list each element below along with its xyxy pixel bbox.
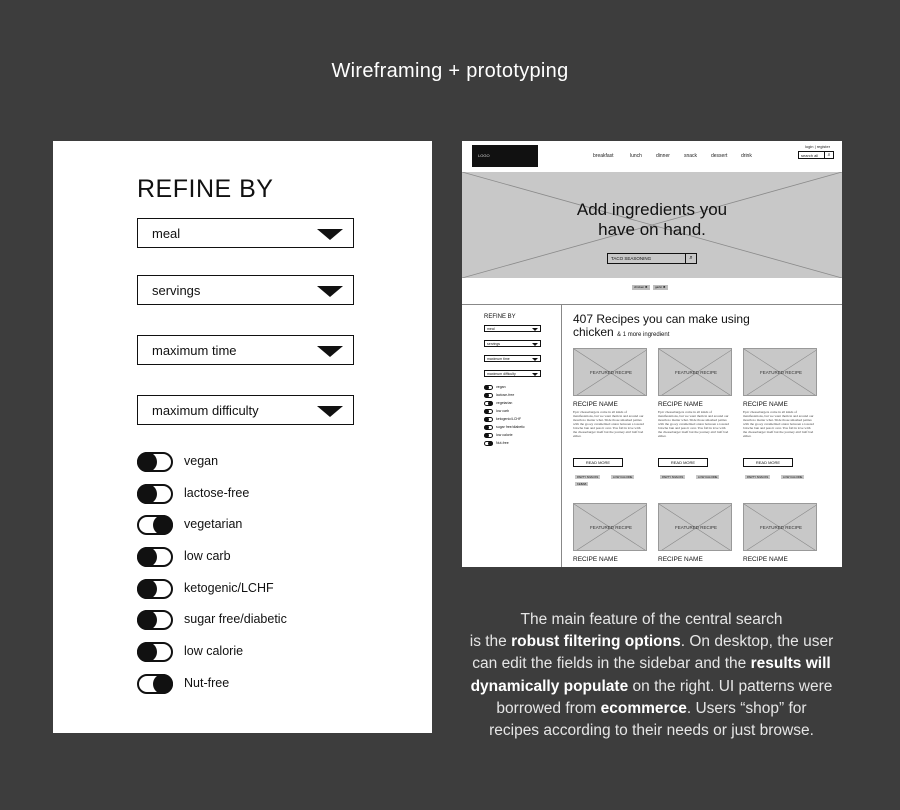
dropdown-label: servings bbox=[487, 342, 501, 346]
toggle-label: Nut-free bbox=[496, 441, 509, 445]
sidebar-difficulty-dropdown[interactable] bbox=[484, 370, 541, 377]
dropdown-label: maximum difficulty bbox=[152, 403, 259, 418]
recipe-tag[interactable]: LOW CALORIE bbox=[613, 475, 633, 479]
toggle-label: vegan bbox=[496, 385, 506, 389]
hero-search-input[interactable] bbox=[607, 253, 697, 264]
hero-title-line-2: have on hand. bbox=[598, 220, 706, 239]
recipe-image-placeholder bbox=[573, 348, 647, 396]
read-more-button[interactable]: READ MORE bbox=[573, 458, 623, 467]
dropdown-label: maximum time bbox=[487, 357, 510, 361]
divider bbox=[462, 304, 842, 305]
caret-down-icon bbox=[317, 346, 343, 357]
refine-title: REFINE BY bbox=[137, 175, 274, 203]
sidebar-servings-dropdown[interactable] bbox=[484, 340, 541, 347]
meal-dropdown[interactable] bbox=[137, 218, 354, 248]
recipe-image-placeholder bbox=[658, 503, 732, 551]
dropdown-label: servings bbox=[152, 283, 201, 298]
toggle-label: Nut-free bbox=[184, 676, 230, 690]
emphasis: dynamically populate bbox=[470, 677, 629, 695]
recipe-card[interactable] bbox=[573, 503, 647, 567]
nav-search-placeholder: search all bbox=[801, 153, 819, 158]
recipe-tag[interactable]: LOW CALORIE bbox=[783, 475, 803, 479]
recipe-image-placeholder bbox=[743, 348, 817, 396]
read-more-button[interactable]: READ MORE bbox=[658, 458, 708, 467]
recipe-tag[interactable]: LOW CALORIE bbox=[698, 475, 718, 479]
search-icon[interactable]: ⌕ bbox=[685, 254, 696, 263]
caret-down-icon bbox=[532, 358, 538, 361]
hero-title bbox=[462, 200, 842, 240]
recipe-name: RECIPE NAME bbox=[573, 556, 618, 563]
nav-breakfast[interactable]: breakfast bbox=[593, 153, 614, 159]
recipe-card[interactable] bbox=[658, 503, 732, 567]
toggle-label: lactose-free bbox=[496, 393, 515, 397]
toggle-switch[interactable] bbox=[137, 642, 173, 662]
toggle-label: sugar free/diabetic bbox=[496, 425, 525, 429]
recipe-image-placeholder bbox=[658, 348, 732, 396]
toggle-label: vegan bbox=[184, 454, 219, 468]
text-line: on the right. UI patterns were bbox=[628, 677, 833, 695]
image-label: FEATURED RECIPE bbox=[590, 370, 632, 375]
nav-dessert[interactable]: dessert bbox=[711, 153, 728, 159]
results-title-line-2: chicken bbox=[573, 325, 614, 339]
image-label: FEATURED RECIPE bbox=[675, 370, 717, 375]
servings-dropdown[interactable] bbox=[137, 275, 354, 305]
nav-snack[interactable]: snack bbox=[684, 153, 698, 159]
recipe-image-placeholder bbox=[743, 503, 817, 551]
recipe-name: RECIPE NAME bbox=[658, 556, 703, 563]
ingredient-chip[interactable]: chicken ✖ bbox=[634, 285, 648, 289]
page-heading: Wireframing + prototyping bbox=[331, 60, 569, 82]
toggle-label: lactose-free bbox=[184, 486, 250, 500]
toggle-label: vegetarian bbox=[496, 401, 513, 405]
nav-lunch[interactable]: lunch bbox=[630, 153, 642, 159]
toggle-switch[interactable] bbox=[137, 452, 173, 472]
recipe-tag[interactable]: PARTY SNACKS bbox=[747, 475, 769, 479]
nav-search-input[interactable] bbox=[798, 151, 834, 159]
hero-title-line-1: Add ingredients you bbox=[576, 200, 728, 219]
emphasis: robust filtering options bbox=[511, 633, 681, 651]
recipe-card[interactable] bbox=[743, 503, 817, 567]
search-icon[interactable]: ⌕ bbox=[824, 152, 833, 158]
emphasis: results will bbox=[750, 655, 831, 673]
toggle-switch[interactable] bbox=[137, 515, 173, 535]
toggle-label: low carb bbox=[496, 409, 510, 413]
recipe-image-placeholder bbox=[573, 503, 647, 551]
text-line: can edit the fields in the sidebar and the bbox=[472, 655, 751, 673]
recipe-tag[interactable]: PARTY SNACKS bbox=[662, 475, 684, 479]
dropdown-label: meal bbox=[487, 327, 495, 331]
maximum-time-dropdown[interactable] bbox=[137, 335, 354, 365]
login-register-link[interactable]: login | register bbox=[805, 144, 831, 149]
toggle-switch[interactable] bbox=[137, 610, 173, 630]
toggle-label: vegetarian bbox=[184, 517, 243, 531]
recipe-tag[interactable]: KEBAB bbox=[577, 482, 587, 486]
recipe-card[interactable] bbox=[658, 348, 732, 488]
toggle-switch[interactable] bbox=[137, 547, 173, 567]
caret-down-icon bbox=[532, 343, 538, 346]
refine-wireframe-card bbox=[53, 141, 432, 733]
image-label: FEATURED RECIPE bbox=[760, 525, 802, 530]
text-line: borrowed from bbox=[496, 699, 601, 717]
results-title-line-1: 407 Recipes you can make using bbox=[573, 312, 750, 326]
image-label: FEATURED RECIPE bbox=[590, 525, 632, 530]
hero-search-value: TACO SEASONING bbox=[611, 256, 652, 261]
description-text bbox=[455, 609, 848, 742]
recipe-name: RECIPE NAME bbox=[743, 401, 788, 408]
nav-drink[interactable]: drink bbox=[741, 153, 752, 159]
emphasis: ecommerce bbox=[600, 699, 687, 717]
maximum-difficulty-dropdown[interactable] bbox=[137, 395, 354, 425]
recipe-name: RECIPE NAME bbox=[573, 401, 618, 408]
caret-down-icon bbox=[532, 328, 538, 331]
toggle-switch[interactable] bbox=[137, 674, 173, 694]
ingredient-chips bbox=[462, 285, 842, 291]
logo-text: LOGO bbox=[478, 153, 490, 158]
image-label: FEATURED RECIPE bbox=[675, 525, 717, 530]
text-line: is the bbox=[469, 633, 512, 651]
recipe-tag[interactable]: PARTY SNACKS bbox=[577, 475, 599, 479]
divider bbox=[561, 304, 562, 567]
toggle-label: low calorie bbox=[496, 433, 513, 437]
recipe-name: RECIPE NAME bbox=[743, 556, 788, 563]
read-more-button[interactable]: READ MORE bbox=[743, 458, 793, 467]
sidebar-title: REFINE BY bbox=[484, 314, 516, 320]
toggle-switch[interactable] bbox=[137, 484, 173, 504]
text-line: . Users “shop” for bbox=[686, 699, 807, 717]
logo-placeholder[interactable] bbox=[472, 145, 538, 167]
sidebar-meal-dropdown[interactable] bbox=[484, 325, 541, 332]
results-heading bbox=[573, 313, 813, 342]
toggle-label: ketogenic/LCHF bbox=[184, 581, 274, 595]
dropdown-label: maximum time bbox=[152, 343, 237, 358]
sidebar-time-dropdown[interactable] bbox=[484, 355, 541, 362]
toggle-label: low calorie bbox=[184, 644, 244, 658]
text-line: . On desktop, the user bbox=[680, 633, 834, 651]
caret-down-icon bbox=[317, 286, 343, 297]
toggle-switch[interactable] bbox=[137, 579, 173, 599]
toggle-label: ketogenic/LCHF bbox=[496, 417, 522, 421]
recipe-description: Epic cheeseburgers come in all kinds of manifestations, but we want them in and around our mouth no matter what. Slide those smashed patties with the gooey caramelized onion between a toasted brioche bun and pass it over. You fall in love with the cheeseburger itself but the journey ain't half bad either. bbox=[573, 410, 644, 438]
image-label: FEATURED RECIPE bbox=[760, 370, 802, 375]
dropdown-label: meal bbox=[152, 226, 181, 241]
ingredient-chip[interactable]: garlic ✖ bbox=[655, 285, 666, 289]
text-line: The main feature of the central search bbox=[520, 611, 783, 628]
recipe-description: Epic cheeseburgers come in all kinds of manifestations, but we want them in and around our mouth no matter what. Slide those smashed patties with the gooey caramelized onion between a toasted brioche bun and pass it over. You fall in love with the cheeseburger itself but the journey ain't half bad either. bbox=[743, 410, 814, 438]
toggle-label: low carb bbox=[184, 549, 231, 563]
desktop-mockup bbox=[462, 141, 842, 567]
hero-banner bbox=[462, 172, 842, 278]
recipe-description: Epic cheeseburgers come in all kinds of manifestations, but we want them in and around our mouth no matter what. Slide those smashed patties with the gooey caramelized onion between a toasted brioche bun and pass it over. You fall in love with the cheeseburger itself but the journey ain't half bad either. bbox=[658, 410, 729, 438]
nav-dinner[interactable]: dinner bbox=[656, 153, 670, 159]
toggle-label: sugar free/diabetic bbox=[184, 612, 287, 626]
recipe-card[interactable] bbox=[743, 348, 817, 488]
caret-down-icon bbox=[532, 373, 538, 376]
dropdown-label: maximum difficulty bbox=[487, 372, 516, 376]
results-subtitle: & 1 more ingredient bbox=[617, 332, 670, 338]
caret-down-icon bbox=[317, 229, 343, 240]
caret-down-icon bbox=[317, 406, 343, 417]
text-line: recipes according to their needs or just browse. bbox=[489, 722, 814, 740]
recipe-card[interactable] bbox=[573, 348, 647, 488]
mockup-navbar bbox=[462, 141, 842, 173]
recipe-name: RECIPE NAME bbox=[658, 401, 703, 408]
